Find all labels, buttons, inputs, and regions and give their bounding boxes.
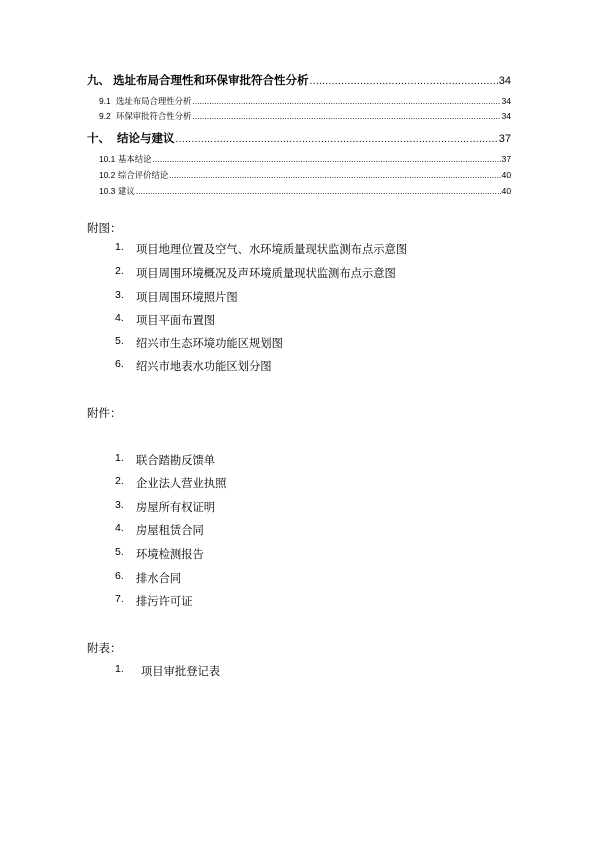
toc-entry-page: 34 bbox=[501, 96, 511, 106]
toc-dot-leader bbox=[310, 77, 498, 87]
attachments-heading: 附件： bbox=[87, 406, 122, 420]
toc-entry-number: 十、 bbox=[87, 131, 110, 145]
toc-entry-title: 选址布局合理性分析 bbox=[115, 96, 192, 106]
figures-heading: 附图： bbox=[87, 221, 122, 235]
toc-entry-10-2[interactable] bbox=[87, 169, 511, 181]
toc-entry-number: 10.3 bbox=[99, 186, 116, 196]
toc-entry-title: 综合评价结论 bbox=[117, 170, 169, 180]
toc-entry-chapter-9[interactable] bbox=[87, 72, 511, 88]
toc-entry-9-2[interactable] bbox=[87, 110, 511, 122]
toc-entry-title: 基本结论 bbox=[117, 154, 152, 164]
toc-entry-number: 10.2 bbox=[99, 170, 116, 180]
toc-entry-page: 40 bbox=[501, 186, 511, 196]
toc-entry-title: 选址布局合理性和环保审批符合性分析 bbox=[113, 73, 309, 87]
toc-entry-title: 环保审批符合性分析 bbox=[115, 111, 192, 121]
toc-entry-page: 37 bbox=[501, 154, 511, 164]
toc-dot-leader bbox=[176, 135, 498, 145]
toc-entry-title: 结论与建议 bbox=[117, 131, 175, 145]
toc-entry-page: 37 bbox=[498, 133, 511, 145]
toc-entry-number: 10.1 bbox=[99, 154, 116, 164]
toc-dot-leader bbox=[192, 98, 500, 106]
toc-entry-chapter-10[interactable] bbox=[87, 130, 511, 146]
toc-dot-leader bbox=[169, 172, 500, 180]
toc-entry-page: 34 bbox=[498, 75, 511, 87]
toc-dot-leader bbox=[136, 188, 501, 196]
toc-entry-number: 9.1 bbox=[99, 96, 111, 106]
toc-entry-title: 建议 bbox=[117, 186, 135, 196]
toc-entry-number: 九、 bbox=[87, 73, 110, 87]
toc-entry-10-3[interactable] bbox=[87, 185, 511, 197]
toc-entry-10-1[interactable] bbox=[87, 153, 511, 165]
toc-entry-page: 40 bbox=[501, 170, 511, 180]
tables-heading: 附表： bbox=[87, 641, 122, 655]
toc-dot-leader bbox=[152, 156, 500, 164]
toc-entry-9-1[interactable] bbox=[87, 95, 511, 107]
toc-entry-number: 9.2 bbox=[99, 111, 111, 121]
toc-entry-page: 34 bbox=[501, 111, 511, 121]
toc-dot-leader bbox=[192, 113, 500, 121]
